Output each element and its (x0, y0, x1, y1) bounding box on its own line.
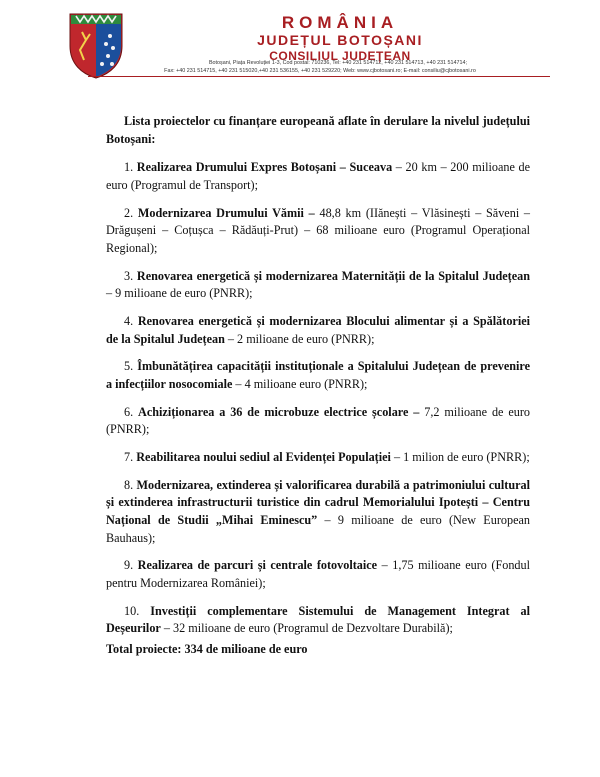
list-item (106, 477, 530, 547)
item-number: 5. (124, 359, 138, 374)
item-number: 2. (124, 205, 138, 220)
list-item (106, 404, 530, 439)
item-number: 4. (124, 313, 138, 328)
item-number: 3. (124, 268, 137, 283)
item-number: 8. (124, 477, 137, 492)
item-title: Renovarea energetică și modernizarea Blocului alimentar și a Spălătoriei de la Spitalul Județean (106, 313, 530, 346)
list-item (106, 557, 530, 592)
item-title: Realizarea de parcuri și centrale fotovoltaice (137, 558, 378, 573)
item-details: – 20 km – 200 milioane de euro (Programul de Transport); (106, 160, 530, 192)
contact-line-2: Fax: +40 231 514715, +40 231 515020,+40 231 536155, +40 231 529220; Web: www.cjbotosani.ro; E-mail: consiliu@cjbotosani.ro (164, 68, 476, 74)
list-item (106, 268, 530, 303)
item-details: – 1,75 milioane euro (Fondul pentru Modernizarea României); (106, 558, 531, 590)
list-item (106, 205, 530, 258)
item-title: Achiziționarea a 36 de microbuze electrice școlare – (138, 404, 420, 419)
address-line-1: Botoșani, Piața Revoluției 1-3, Cod postal: 710236, Tel: +40 231 514712, +40 231 514713, +40 231 514714; (208, 60, 468, 66)
item-title: Îmbunătățirea capacității instituționale a Spitalului Județean de prevenire a infecțiilor nosocomiale (106, 359, 531, 391)
county-name: JUDEȚUL BOTOȘANI (257, 32, 423, 48)
item-details: 48,8 km (IIănești – Vlăsinești – Săveni – Drăgușeni – Coțușca – Rădăuți-Prut) – 68 milioane euro (Programul Operațional Regional); (106, 205, 531, 255)
item-number: 9. (124, 558, 138, 573)
item-title: Modernizarea, extinderea și valorificarea durabilă a patrimoniului cultural și extinderea infrastructurii turistice din cadrul Memorialului Ipotești – Centru Național de Studii „Mihai Eminescu” (106, 477, 531, 527)
item-details: – 32 milioane de euro (Programul de Dezvoltare Durabilă); (160, 621, 453, 636)
item-details: – 9 milioane de euro (PNRR); (106, 286, 253, 301)
list-item (106, 449, 530, 467)
list-item (106, 603, 530, 638)
letterhead-title (140, 14, 540, 64)
country-name: ROMÂNIA (281, 13, 399, 32)
item-details: – 1 milion de euro (PNRR); (390, 450, 530, 465)
header-divider (88, 76, 550, 77)
item-details: – 2 milioane de euro (PNRR); (224, 331, 375, 346)
item-title: Modernizarea Drumului Vămii – (137, 205, 315, 220)
council-name: CONSILIUL JUDEȚEAN (269, 49, 411, 63)
total-line: Total proiecte: 334 de milioane de euro (106, 642, 308, 656)
item-details: 7,2 milioane de euro (PNRR); (106, 404, 530, 437)
item-title: Realizarea Drumului Expres Botoșani – Suceava (136, 160, 393, 175)
item-details: – 4 milioane euro (PNRR); (232, 376, 368, 391)
letterhead (0, 0, 600, 82)
item-title: Renovarea energetică și modernizarea Maternității de la Spitalul Județean (136, 268, 531, 283)
item-number: 7. (124, 450, 137, 465)
item-title: Reabilitarea noului sediul al Evidenței Populației (136, 450, 391, 465)
item-details: – 9 milioane de euro (New European Bauhaus); (106, 513, 530, 545)
list-item (106, 358, 530, 393)
item-number: 1. (124, 160, 137, 175)
item-title: Investiții complementare Sistemului de Management Integrat al Deșeurilor (106, 603, 530, 636)
project-list (106, 159, 530, 638)
list-item (106, 313, 530, 348)
item-number: 6. (124, 404, 139, 419)
document-body (106, 113, 530, 648)
intro-paragraph: Lista proiectelor cu finanțare europeană aflate în derulare la nivelul județului Botoșani: (106, 114, 530, 146)
list-item (106, 159, 530, 194)
item-number: 10. (124, 603, 151, 618)
